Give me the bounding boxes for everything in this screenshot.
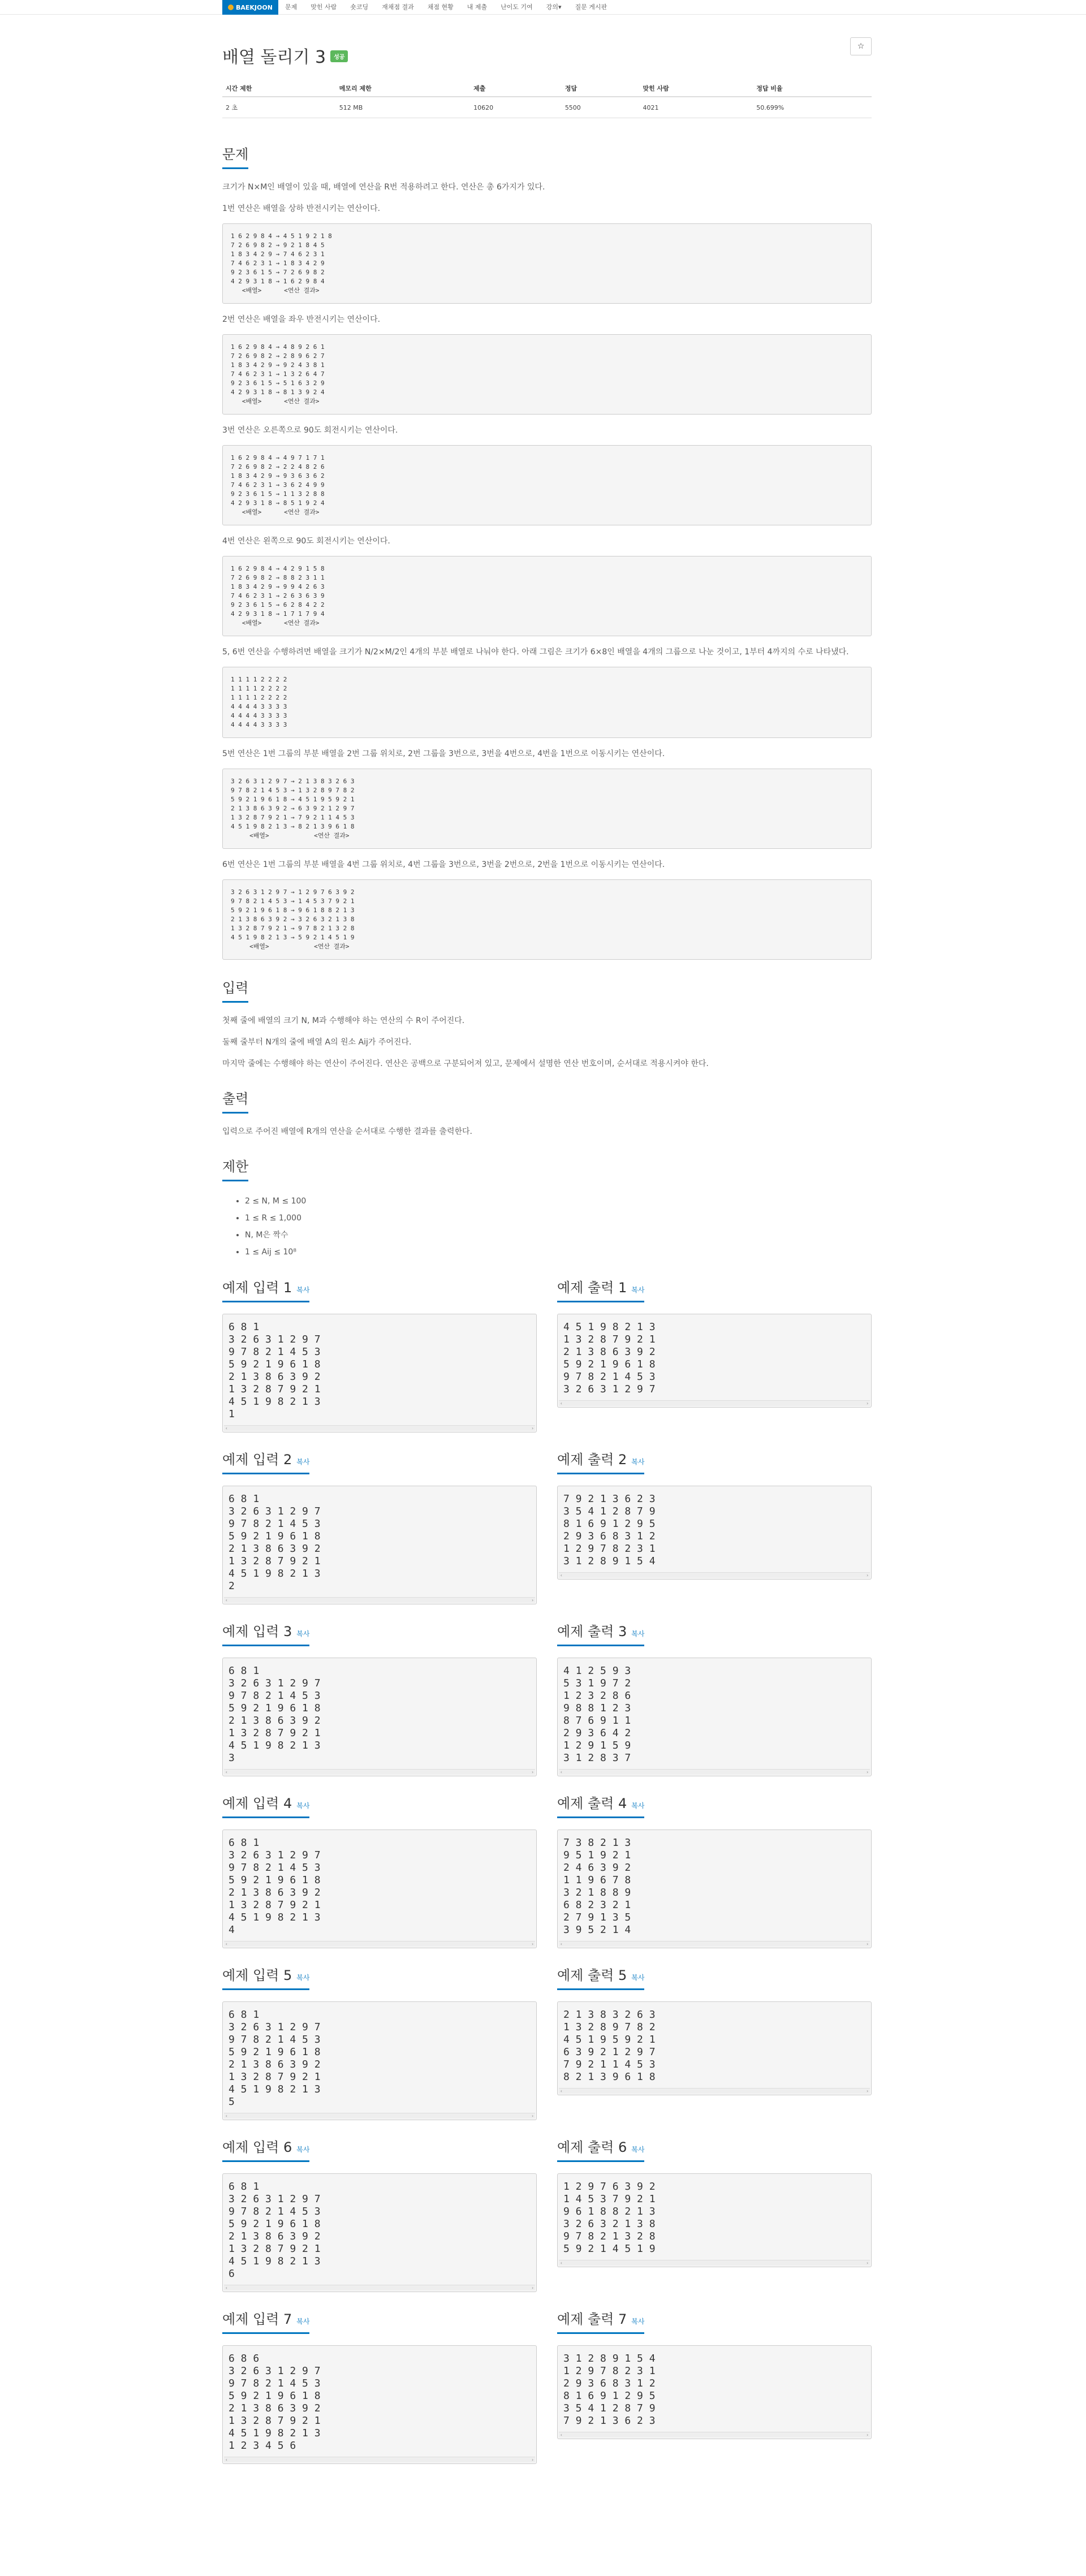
output-section <box>222 1088 872 1138</box>
copy-button[interactable]: 복사 <box>296 1458 310 1466</box>
op6-desc: 6번 연산은 1번 그룹의 부분 배열을 4번 그룹 위치로, 4번 그룹을 3번으로, 3번을 2번으로, 2번을 1번으로 이동시키는 연산이다. <box>222 860 665 869</box>
sample-input-title: 예제 입력 2 복사 <box>222 1448 309 1474</box>
copy-button[interactable]: 복사 <box>631 1630 645 1638</box>
copy-button[interactable]: 복사 <box>631 2146 645 2154</box>
op5-desc: 5번 연산은 1번 그룹의 부분 배열을 2번 그룹 위치로, 2번 그룹을 3번으로, 3번을 4번으로, 4번을 1번으로 이동시키는 연산이다. <box>222 749 665 758</box>
sample-text: 6 8 6 3 2 6 3 1 2 9 7 9 7 8 2 1 4 5 3 5 9 2 1 9 6 1 8 2 1 3 8 6 3 9 2 1 3 2 8 7 9 2 1 4 5 1 9 8 2 1 3 1 2 3 4 5 6 <box>229 2353 321 2452</box>
horizontal-scrollbar[interactable] <box>559 2432 870 2437</box>
scroll-right-icon[interactable]: › <box>531 2457 534 2462</box>
sample-output-box <box>557 1486 872 1580</box>
copy-button[interactable]: 복사 <box>296 2146 310 2154</box>
scroll-right-icon[interactable]: › <box>866 2432 869 2437</box>
sample-row <box>222 2136 872 2292</box>
site-logo[interactable]: BAEKJOON <box>222 0 278 15</box>
menu-rejudge[interactable]: 재채점 결과 <box>382 3 414 11</box>
sample-row <box>222 1620 872 1776</box>
sample-input-block <box>222 2308 537 2464</box>
scroll-right-icon[interactable]: › <box>531 2113 534 2118</box>
limit-list <box>245 1193 872 1261</box>
limit-heading: 제한 <box>222 1155 248 1181</box>
problem-info-table <box>222 80 872 118</box>
col-memory-limit: 메모리 제한 <box>336 80 470 97</box>
sample-input-block <box>222 1448 537 1604</box>
output-heading: 출력 <box>222 1088 248 1114</box>
sample-input-title: 예제 입력 3 복사 <box>222 1620 309 1646</box>
col-submissions: 제출 <box>470 80 562 97</box>
horizontal-scrollbar[interactable] <box>224 2285 535 2290</box>
input-section <box>222 977 872 1071</box>
sample-output-title: 예제 출력 3 복사 <box>557 1620 644 1646</box>
sample-input-title: 예제 입력 4 복사 <box>222 1792 309 1818</box>
horizontal-scrollbar[interactable] <box>224 1597 535 1603</box>
scroll-left-icon[interactable]: ‹ <box>560 1573 563 1578</box>
sample-row <box>222 2308 872 2464</box>
scroll-right-icon[interactable]: › <box>531 1770 534 1775</box>
problem-container <box>222 15 872 2464</box>
sample-output-title: 예제 출력 5 복사 <box>557 1964 644 1990</box>
horizontal-scrollbar[interactable] <box>224 1941 535 1947</box>
sample-input-title: 예제 입력 1 복사 <box>222 1276 309 1302</box>
col-accepted: 정답 <box>562 80 640 97</box>
menu-difficulty[interactable]: 난이도 기여 <box>501 3 533 11</box>
menu-solved-users[interactable]: 맞힌 사람 <box>311 3 337 11</box>
menu-my-submit[interactable]: 내 제출 <box>467 3 488 11</box>
val-submissions: 10620 <box>470 97 562 118</box>
sample-text: 2 1 3 8 3 2 6 3 1 3 2 8 9 7 8 2 4 5 1 9 5 9 2 1 6 3 9 2 1 2 9 7 7 9 2 1 1 4 5 3 8 2 1 3 9 6 1 8 <box>563 2009 656 2083</box>
limit-item: • N, M은 짝수 <box>245 1227 872 1244</box>
problem-header <box>222 37 872 74</box>
scroll-left-icon[interactable]: ‹ <box>560 1941 563 1947</box>
scroll-right-icon[interactable]: › <box>531 1941 534 1947</box>
sample-input-box <box>222 2001 537 2120</box>
horizontal-scrollbar[interactable] <box>559 1941 870 1947</box>
op5-example: 3 2 6 3 1 2 9 7 → 2 1 3 8 3 2 6 3 9 7 8 2 1 4 5 3 → 1 3 2 8 9 7 8 2 5 9 2 1 9 6 1 8 → 4 5 1 9 5 9 2 1 2 1 3 8 6 3 9 2 → 6 3 9 2 1 2 9 7 1 3 2 8 7 9 2 1 → 7 9 2 1 1 4 5 3 4 5 1 9 8 2 1 3 → 8 2 1 3 9 6 1 8 <배열> <연산 결과> <box>222 769 872 849</box>
scroll-left-icon[interactable]: ‹ <box>560 1401 563 1406</box>
problem-heading: 문제 <box>222 143 248 169</box>
op4-example: 1 6 2 9 8 4 → 4 2 9 1 5 8 7 2 6 9 8 2 → 8 8 2 3 1 1 1 8 3 4 2 9 → 9 9 4 2 6 3 7 4 6 2 3 1 → 2 6 3 6 3 9 9 2 3 6 1 5 → 6 2 8 4 2 2 4 2 9 3 1 8 → 1 7 1 7 9 4 <배열> <연산 결과> <box>222 556 872 636</box>
copy-button[interactable]: 복사 <box>631 1802 645 1810</box>
scroll-left-icon[interactable]: ‹ <box>225 1426 228 1431</box>
output-line-1: 입력으로 주어진 배열에 R개의 연산을 순서대로 수행한 결과를 출력한다. <box>222 1127 472 1136</box>
sample-input-block <box>222 1964 537 2120</box>
sample-output-box <box>557 1658 872 1776</box>
op6-example: 3 2 6 3 1 2 9 7 → 1 2 9 7 6 3 9 2 9 7 8 2 1 4 5 3 → 1 4 5 3 7 9 2 1 5 9 2 1 9 6 1 8 → 9 6 1 8 8 2 1 3 2 1 3 8 6 3 9 2 → 3 2 6 3 2 1 3 8 1 3 2 8 7 9 2 1 → 9 7 8 2 1 3 2 8 4 5 1 9 8 2 1 3 → 5 9 2 1 4 5 1 9 <배열> <연산 결과> <box>222 879 872 960</box>
sample-text: 6 8 1 3 2 6 3 1 2 9 7 9 7 8 2 1 4 5 3 5 9 2 1 9 6 1 8 2 1 3 8 6 3 9 2 1 3 2 8 7 9 2 1 4 5 1 9 8 2 1 3 2 <box>229 1493 321 1592</box>
horizontal-scrollbar[interactable] <box>559 2260 870 2266</box>
sample-input-box <box>222 1314 537 1432</box>
col-time-limit: 시간 제한 <box>222 80 336 97</box>
sample-input-title: 예제 입력 6 복사 <box>222 2136 309 2162</box>
sample-text: 7 3 8 2 1 3 9 5 1 9 2 1 2 4 6 3 9 2 1 1 9 6 7 8 3 2 1 8 8 9 6 8 2 3 2 1 2 7 9 1 3 5 3 9 5 2 1 4 <box>563 1837 631 1936</box>
copy-button[interactable]: 복사 <box>296 1974 310 1982</box>
scroll-right-icon[interactable]: › <box>531 1426 534 1431</box>
groups-example: 1 1 1 1 2 2 2 2 1 1 1 1 2 2 2 2 1 1 1 1 2 2 2 2 4 4 4 4 3 3 3 3 4 4 4 4 3 3 3 3 4 4 4 4 3 3 3 3 <box>222 667 872 738</box>
limit-section <box>222 1155 872 1261</box>
sample-output-block <box>557 1276 872 1432</box>
menu-qna[interactable]: 질문 게시판 <box>575 3 607 11</box>
sample-input-box <box>222 2173 537 2292</box>
horizontal-scrollbar[interactable] <box>559 2088 870 2094</box>
copy-button[interactable]: 복사 <box>296 1286 310 1294</box>
sample-input-title: 예제 입력 5 복사 <box>222 1964 309 1990</box>
copy-button[interactable]: 복사 <box>631 1458 645 1466</box>
op56-desc: 5, 6번 연산을 수행하려면 배열을 크기가 N/2×M/2인 4개의 부분 배열로 나눠야 한다. 아래 그림은 크기가 6×8인 배열을 4개의 그룹으로 나눈 것이고, 1부터 4까지의 수로 나타냈다. <box>222 648 849 657</box>
col-solved-users: 맞힌 사람 <box>639 80 753 97</box>
sample-row <box>222 1964 872 2120</box>
horizontal-scrollbar[interactable] <box>559 1769 870 1775</box>
sample-row <box>222 1448 872 1604</box>
scroll-left-icon[interactable]: ‹ <box>225 2457 228 2462</box>
scroll-left-icon[interactable]: ‹ <box>225 2113 228 2118</box>
success-badge: 성공 <box>330 50 348 62</box>
sample-row <box>222 1792 872 1948</box>
sample-text: 4 5 1 9 8 2 1 3 1 3 2 8 7 9 2 1 2 1 3 8 6 3 9 2 5 9 2 1 9 6 1 8 9 7 8 2 1 4 5 3 3 2 6 3 1 2 9 7 <box>563 1321 656 1395</box>
problem-intro: 크기가 N×M인 배열이 있을 때, 배열에 연산을 R번 적용하려고 한다. 연산은 총 6가지가 있다. <box>222 183 545 192</box>
top-navbar <box>0 0 1086 15</box>
horizontal-scrollbar[interactable] <box>224 2457 535 2462</box>
scroll-right-icon[interactable]: › <box>531 2285 534 2290</box>
sample-output-box <box>557 2345 872 2439</box>
sample-output-title: 예제 출력 1 복사 <box>557 1276 644 1302</box>
scroll-left-icon[interactable]: ‹ <box>225 1598 228 1603</box>
copy-button[interactable]: 복사 <box>296 2318 310 2325</box>
copy-button[interactable]: 복사 <box>631 1974 645 1982</box>
scroll-left-icon[interactable]: ‹ <box>560 1770 563 1775</box>
menu-short-coding[interactable]: 숏코딩 <box>350 3 369 11</box>
sample-output-title: 예제 출력 6 복사 <box>557 2136 644 2162</box>
sample-text: 1 2 9 7 6 3 9 2 1 4 5 3 7 9 2 1 9 6 1 8 8 2 1 3 3 2 6 3 2 1 3 8 9 7 8 2 1 3 2 8 5 9 2 1 4 5 1 9 <box>563 2181 656 2255</box>
scroll-right-icon[interactable]: › <box>866 2260 869 2266</box>
sample-row <box>222 1276 872 1432</box>
scroll-left-icon[interactable]: ‹ <box>225 2285 228 2290</box>
sample-text: 6 8 1 3 2 6 3 1 2 9 7 9 7 8 2 1 4 5 3 5 9 2 1 9 6 1 8 2 1 3 8 6 3 9 2 1 3 2 8 7 9 2 1 4 5 1 9 8 2 1 3 3 <box>229 1665 321 1764</box>
problem-title: 배열 돌리기 3 성공 <box>222 43 348 68</box>
sample-output-box <box>557 1314 872 1408</box>
sample-output-title: 예제 출력 4 복사 <box>557 1792 644 1818</box>
sample-input-title: 예제 입력 7 복사 <box>222 2308 309 2334</box>
scroll-right-icon[interactable]: › <box>866 2089 869 2094</box>
sample-output-title: 예제 출력 2 복사 <box>557 1448 644 1474</box>
logo-icon <box>228 5 234 10</box>
menu-status[interactable]: 채점 현황 <box>427 3 454 11</box>
scroll-right-icon[interactable]: › <box>866 1770 869 1775</box>
copy-button[interactable]: 복사 <box>631 2318 645 2325</box>
sample-input-box <box>222 1486 537 1604</box>
copy-button[interactable]: 복사 <box>631 1286 645 1294</box>
input-line-2: 둘째 줄부터 N개의 줄에 배열 A의 원소 Aij가 주어진다. <box>222 1038 412 1047</box>
col-ratio: 정답 비율 <box>753 80 872 97</box>
sample-input-box <box>222 2345 537 2464</box>
op1-desc: 1번 연산은 배열을 상하 반전시키는 연산이다. <box>222 204 381 213</box>
limit-item: • 1 ≤ Aij ≤ 10⁸ <box>245 1244 872 1261</box>
op3-desc: 3번 연산은 오른쪽으로 90도 회전시키는 연산이다. <box>222 426 398 435</box>
sample-output-block <box>557 1620 872 1776</box>
limit-item: • 1 ≤ R ≤ 1,000 <box>245 1210 872 1227</box>
sample-output-block <box>557 1448 872 1604</box>
sample-output-block <box>557 1964 872 2120</box>
sample-text: 7 9 2 1 3 6 2 3 3 5 4 1 2 8 7 9 8 1 6 9 1 2 9 5 2 9 3 6 8 3 1 2 1 2 9 7 8 2 3 1 3 1 2 8 9 1 5 4 <box>563 1493 656 1567</box>
favorite-star-button[interactable]: ☆ <box>850 37 872 55</box>
scroll-left-icon[interactable]: ‹ <box>560 2260 563 2266</box>
sample-text: 6 8 1 3 2 6 3 1 2 9 7 9 7 8 2 1 4 5 3 5 9 2 1 9 6 1 8 2 1 3 8 6 3 9 2 1 3 2 8 7 9 2 1 4 5 1 9 8 2 1 3 6 <box>229 2181 321 2280</box>
sample-text: 3 1 2 8 9 1 5 4 1 2 9 7 8 2 3 1 2 9 3 6 8 3 1 2 8 1 6 9 1 2 9 5 3 5 4 1 2 8 7 9 7 9 2 1 3 6 2 3 <box>563 2353 656 2427</box>
sample-input-block <box>222 1620 537 1776</box>
scroll-left-icon[interactable]: ‹ <box>225 1941 228 1947</box>
sample-text: 6 8 1 3 2 6 3 1 2 9 7 9 7 8 2 1 4 5 3 5 9 2 1 9 6 1 8 2 1 3 8 6 3 9 2 1 3 2 8 7 9 2 1 4 5 1 9 8 2 1 3 5 <box>229 2009 321 2108</box>
val-ratio: 50.699% <box>753 97 872 118</box>
val-solved-users: 4021 <box>639 97 753 118</box>
menu-lecture[interactable]: 강의▾ <box>546 3 562 11</box>
copy-button[interactable]: 복사 <box>296 1630 310 1638</box>
input-line-1: 첫째 줄에 배열의 크기 N, M과 수행해야 하는 연산의 수 R이 주어진다. <box>222 1016 465 1025</box>
scroll-right-icon[interactable]: › <box>866 1401 869 1406</box>
op2-example: 1 6 2 9 8 4 → 4 8 9 2 6 1 7 2 6 9 8 2 → 2 8 9 6 2 7 1 8 3 4 2 9 → 9 2 4 3 8 1 7 4 6 2 3 1 → 1 3 2 6 4 7 9 2 3 6 1 5 → 5 1 6 3 2 9 4 2 9 3 1 8 → 8 1 3 9 2 4 <배열> <연산 결과> <box>222 334 872 415</box>
val-time-limit: 2 초 <box>222 97 336 118</box>
problem-section <box>222 143 872 960</box>
op2-desc: 2번 연산은 배열을 좌우 반전시키는 연산이다. <box>222 315 381 324</box>
input-line-3: 마지막 줄에는 수행해야 하는 연산이 주어진다. 연산은 공백으로 구분되어져 있고, 문제에서 설명한 연산 번호이며, 순서대로 적용시켜야 한다. <box>222 1059 709 1068</box>
sample-input-block <box>222 1792 537 1948</box>
scroll-left-icon[interactable]: ‹ <box>560 2089 563 2094</box>
input-heading: 입력 <box>222 977 248 1003</box>
sample-text: 6 8 1 3 2 6 3 1 2 9 7 9 7 8 2 1 4 5 3 5 9 2 1 9 6 1 8 2 1 3 8 6 3 9 2 1 3 2 8 7 9 2 1 4 5 1 9 8 2 1 3 4 <box>229 1837 321 1936</box>
limit-item: • 2 ≤ N, M ≤ 100 <box>245 1193 872 1210</box>
op4-desc: 4번 연산은 왼쪽으로 90도 회전시키는 연산이다. <box>222 537 390 546</box>
val-accepted: 5500 <box>562 97 640 118</box>
sample-output-block <box>557 2136 872 2292</box>
op3-example: 1 6 2 9 8 4 → 4 9 7 1 7 1 7 2 6 9 8 2 → 2 2 4 8 2 6 1 8 3 4 2 9 → 9 3 6 3 6 2 7 4 6 2 3 1 → 3 6 2 4 9 9 9 2 3 6 1 5 → 1 1 3 2 8 8 4 2 9 3 1 8 → 8 5 1 9 2 4 <배열> <연산 결과> <box>222 445 872 525</box>
horizontal-scrollbar[interactable] <box>559 1572 870 1578</box>
scroll-right-icon[interactable]: › <box>866 1941 869 1947</box>
scroll-right-icon[interactable]: › <box>866 1573 869 1578</box>
sample-output-title: 예제 출력 7 복사 <box>557 2308 644 2334</box>
horizontal-scrollbar[interactable] <box>224 2113 535 2118</box>
scroll-left-icon[interactable]: ‹ <box>560 2432 563 2437</box>
sample-output-block <box>557 2308 872 2464</box>
sample-input-box <box>222 1658 537 1776</box>
samples-area <box>222 1276 872 2464</box>
sample-output-block <box>557 1792 872 1948</box>
op1-example: 1 6 2 9 8 4 → 4 5 1 9 2 1 8 7 2 6 9 8 2 → 9 2 1 8 4 5 1 8 3 4 2 9 → 7 4 6 2 3 1 7 4 6 2 3 1 → 1 8 3 4 2 9 9 2 3 6 1 5 → 7 2 6 9 8 2 4 2 9 3 1 8 → 1 6 2 9 8 4 <배열> <연산 결과> <box>222 223 872 304</box>
sample-text: 6 8 1 3 2 6 3 1 2 9 7 9 7 8 2 1 4 5 3 5 9 2 1 9 6 1 8 2 1 3 8 6 3 9 2 1 3 2 8 7 9 2 1 4 5 1 9 8 2 1 3 1 <box>229 1321 321 1420</box>
sample-output-box <box>557 1829 872 1948</box>
horizontal-scrollbar[interactable] <box>224 1425 535 1431</box>
horizontal-scrollbar[interactable] <box>559 1400 870 1406</box>
horizontal-scrollbar[interactable] <box>224 1769 535 1775</box>
scroll-left-icon[interactable]: ‹ <box>225 1770 228 1775</box>
sample-output-box <box>557 2001 872 2095</box>
sample-output-box <box>557 2173 872 2267</box>
scroll-right-icon[interactable]: › <box>531 1598 534 1603</box>
sample-input-block <box>222 2136 537 2292</box>
copy-button[interactable]: 복사 <box>296 1802 310 1810</box>
problem-menu <box>278 0 614 15</box>
sample-input-box <box>222 1829 537 1948</box>
val-memory-limit: 512 MB <box>336 97 470 118</box>
menu-problem[interactable]: 문제 <box>285 3 298 11</box>
sample-text: 4 1 2 5 9 3 5 3 1 9 7 2 1 2 3 2 8 6 9 8 8 1 2 3 8 7 6 9 1 1 2 9 3 6 4 2 1 2 9 1 5 9 3 1 2 8 3 7 <box>563 1665 631 1764</box>
sample-input-block <box>222 1276 537 1432</box>
